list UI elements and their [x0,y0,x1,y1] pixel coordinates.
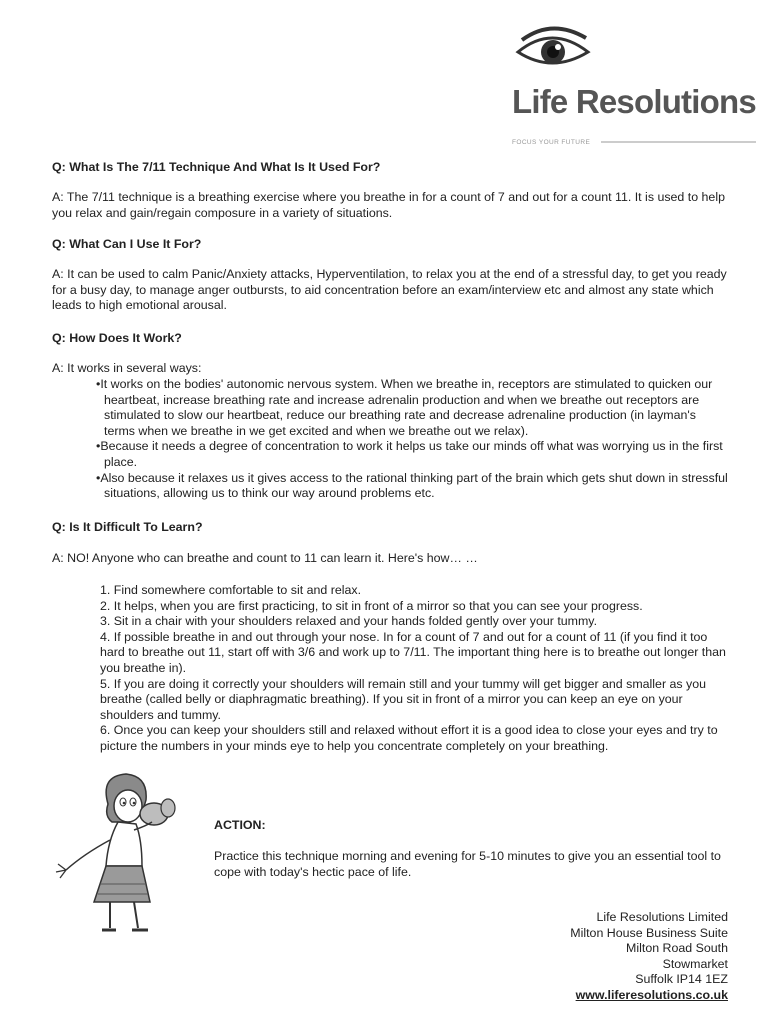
logo-tagline: FOCUS YOUR FUTURE [512,139,591,146]
answer-2: A: It can be used to calm Panic/Anxiety attacks, Hyperventilation, to relax you at the end of a stressful day, to get you ready for a busy day, to manage anger outbursts, to aid concentration before an exam/interview etc and almost any state which leads to high emotional arousal. [52,267,727,313]
company-logo [508,18,758,146]
address-line: Suffolk IP14 1EZ [635,972,728,986]
step-item: 1. Find somewhere comfortable to sit and relax. [100,583,362,597]
bullet-item: • Also because it relaxes us it gives access to the rational thinking part of the brain which gets shut down in stressful situations, allowing us to think our way around problems etc. [96,471,728,502]
step-item: 4. If possible breathe in and out through your nose. In for a count of 7 and out for a count of 11 (if you find it too hard to breathe out 11, start off with 3/6 and work up to 7/11. The important thing here is to breathe out longer than you breathe in). [100,629,726,675]
steps-list [100,583,728,755]
bullet-item: • It works on the bodies' autonomic nervous system. When we breathe in, receptors are stimulated to quicken our heartbeat, increase breathing rate and increase adrenalin production and when we breathe out receptors are stimulated to slow our heartbeat, reduce our breathing rate and decrease adrenaline production (in layman's terms when we breathe in we get excited and when we breathe out we relax). [96,377,728,439]
step-item: 6. Once you can keep your shoulders still and relaxed without effort it is a good idea to close your eyes and try to picture the numbers in your minds eye to help you concentrate completely on your breathing. [100,723,718,753]
step-item: 2. It helps, when you are first practicing, to sit in front of a mirror so that you can see your progress. [100,598,643,613]
answer-1: A: The 7/11 technique is a breathing exercise where you breathe in for a count of 7 and out for a count 11. It is used to help you relax and gain/regain composure in a variety of situations. [52,190,725,220]
eye-icon [512,22,592,74]
question-3: Q: How Does It Work? [52,331,182,345]
question-2: Q: What Can I Use It For? [52,237,202,251]
answer-4: A: NO! Anyone who can breathe and count to 11 can learn it. Here's how… … [52,551,478,565]
logo-name: Life Resolutions [512,83,756,120]
address-line: Milton House Business Suite [570,925,728,940]
answer-3: A: It works in several ways: [52,361,202,375]
address-line: Stowmarket [662,956,728,971]
address-line: Life Resolutions Limited [596,910,728,924]
company-address [570,910,728,1003]
question-1: Q: What Is The 7/11 Technique And What Is It Used For? [52,160,381,174]
action-text: Practice this technique morning and evening for 5-10 minutes to give you an essential tool to cope with today's hectic pace of life. [214,849,721,879]
logo-tagline-rule [601,141,756,143]
question-4: Q: Is It Difficult To Learn? [52,520,203,534]
action-title: ACTION: [214,818,266,832]
woman-breathing-illustration [50,770,200,940]
bullet-item: • Because it needs a degree of concentration to work it helps us take our minds off what was worrying us in the first place. [96,439,728,470]
step-item: 5. If you are doing it correctly your shoulders will remain still and your tummy will get bigger and smaller as you breathe (called belly or diaphragmatic breathing). If you sit in front of a mirror you can keep an eye on your shoulders and tummy. [100,676,707,722]
website-link[interactable]: www.liferesolutions.co.uk [575,987,728,1002]
step-item: 3. Sit in a chair with your shoulders relaxed and your hands folded gently over your tummy. [100,614,598,629]
how-it-works-bullets [96,377,728,502]
address-line: Milton Road South [626,941,728,955]
